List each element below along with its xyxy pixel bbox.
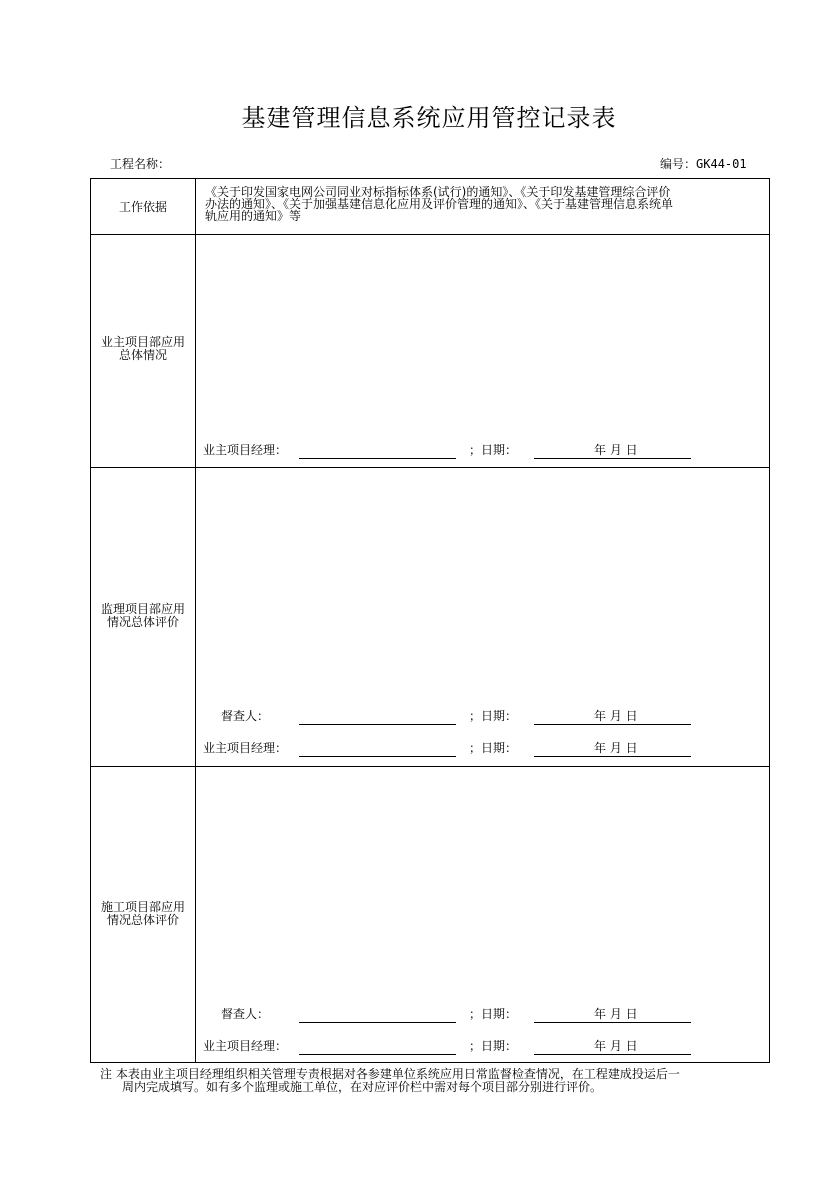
code-value: GK44-01 (696, 157, 747, 171)
footnote-line: 注 本表由业主项目经理组织相关管理专责根据对各参建单位系统应用日常监督检查情况，在工程建成投运后一 (100, 1067, 680, 1081)
record-code (660, 155, 747, 172)
supervision-manager-date-ymd: 年 月 日 (594, 741, 638, 755)
construction-manager-label: 业主项目经理： (203, 1039, 288, 1053)
owner-manager-label: 业主项目经理： (203, 443, 288, 457)
owner-date-ymd: 年 月 日 (594, 443, 638, 457)
supervision-manager-date-label: ；日期： (469, 741, 518, 755)
supervision-inspector-date-line[interactable] (534, 724, 691, 725)
owner-date-label: ；日期： (469, 443, 518, 457)
construction-inspector-label: 督查人： (221, 1007, 270, 1021)
basis-line: 轨应用的通知》等 (205, 209, 302, 223)
owner-date-line[interactable] (534, 458, 691, 459)
supervision-inspector-signature-line[interactable] (299, 724, 456, 725)
code-label: 编号： (660, 157, 697, 171)
basis-label: 工作依据 (118, 200, 167, 214)
basis-text (205, 186, 765, 222)
supervision-row-label (91, 603, 195, 629)
label-line: 业主项目部应用 (100, 335, 185, 349)
construction-manager-date-line[interactable] (534, 1054, 691, 1055)
row-divider (91, 766, 769, 767)
supervision-inspector-date-ymd: 年 月 日 (594, 709, 638, 723)
construction-inspector-date-label: ；日期： (469, 1007, 518, 1021)
footnote (100, 1068, 760, 1094)
column-divider (195, 179, 196, 1062)
construction-manager-date-ymd: 年 月 日 (594, 1039, 638, 1053)
record-table (90, 178, 770, 1063)
construction-row-label (91, 901, 195, 927)
label-line: 监理项目部应用 (100, 602, 185, 616)
supervision-manager-label: 业主项目经理： (203, 741, 288, 755)
owner-row-label (91, 336, 195, 362)
supervision-inspector-label: 督查人： (221, 709, 270, 723)
basis-line: 《关于印发国家电网公司同业对标指标体系(试行)的通知》、《关于印发基建管理综合评价 (205, 185, 671, 199)
label-line: 情况总体评价 (106, 913, 179, 927)
construction-manager-signature-line[interactable] (299, 1054, 456, 1055)
construction-manager-date-label: ；日期： (469, 1039, 518, 1053)
supervision-inspector-date-label: ；日期： (469, 709, 518, 723)
construction-inspector-signature-line[interactable] (299, 1022, 456, 1023)
label-line: 施工项目部应用 (100, 900, 185, 914)
row-divider (91, 234, 769, 235)
construction-inspector-date-line[interactable] (534, 1022, 691, 1023)
label-line: 情况总体评价 (106, 615, 179, 629)
project-name-label: 工程名称： (110, 157, 171, 171)
page-title: 基建管理信息系统应用管控记录表 (241, 104, 617, 132)
label-line: 总体情况 (118, 348, 167, 362)
supervision-manager-date-line[interactable] (534, 756, 691, 757)
construction-inspector-date-ymd: 年 月 日 (594, 1007, 638, 1021)
row-divider (91, 467, 769, 468)
footnote-line: 周内完成填写。如有多个监理或施工单位，在对应评价栏中需对每个项目部分别进行评价。 (122, 1080, 603, 1094)
owner-manager-signature-line[interactable] (299, 458, 456, 459)
supervision-manager-signature-line[interactable] (299, 756, 456, 757)
basis-line: 办法的通知》、《关于加强基建信息化应用及评价管理的通知》、《关于基建管理信息系统单 (205, 197, 674, 211)
